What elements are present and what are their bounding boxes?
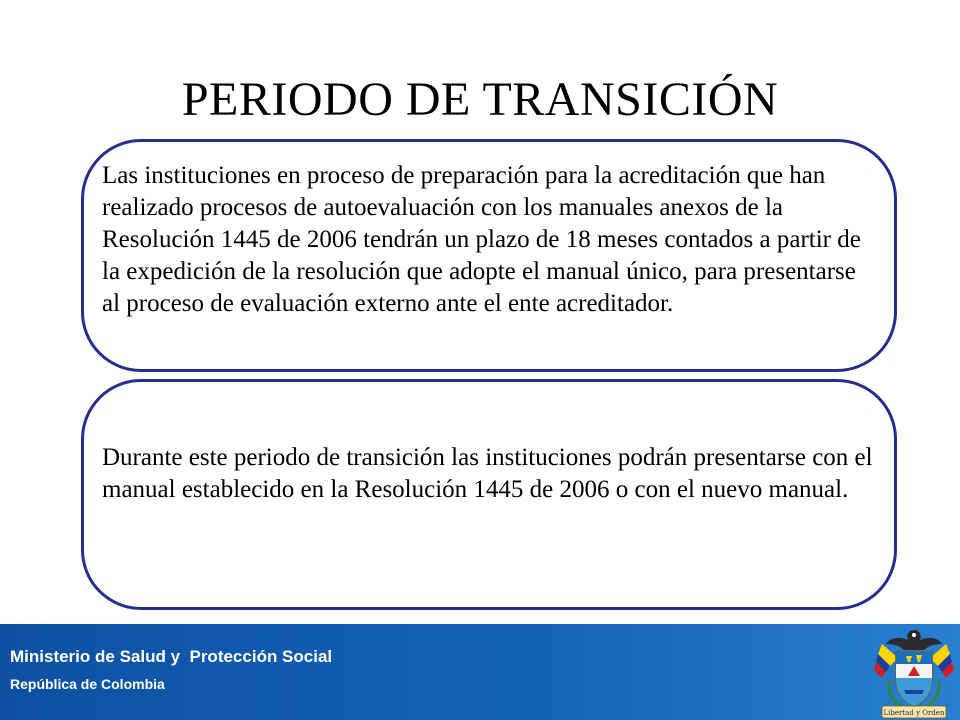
slide-title: PERIODO DE TRANSICIÓN <box>181 73 779 126</box>
content-box-plazo <box>81 139 897 372</box>
coat-of-arms-icon <box>868 624 960 720</box>
svg-text:Libertad y Orden: Libertad y Orden <box>883 709 945 717</box>
content-box-plazo-text: Las instituciones en proceso de preparación para la acreditación que han realizado procesos de autoevaluación con los manuales anexos de la Resolución 1445 de 2006 tendrán un plazo de 18 meses contados a partir de la expedición de la resolución que adopte el manual único, para presentarse al proceso de evaluación externo ante el ente acreditador. <box>102 162 861 317</box>
content-box-transicion-text: Durante este periodo de transición las instituciones podrán presentarse con el manual establecido en la Resolución 1445 de 2006 o con el nuevo manual. <box>102 444 873 503</box>
country-name: República de Colombia <box>10 676 165 692</box>
content-box-transicion <box>81 379 897 610</box>
ministry-name: Ministerio de Salud y Protección Social <box>10 647 333 666</box>
footer-bar <box>0 624 960 720</box>
